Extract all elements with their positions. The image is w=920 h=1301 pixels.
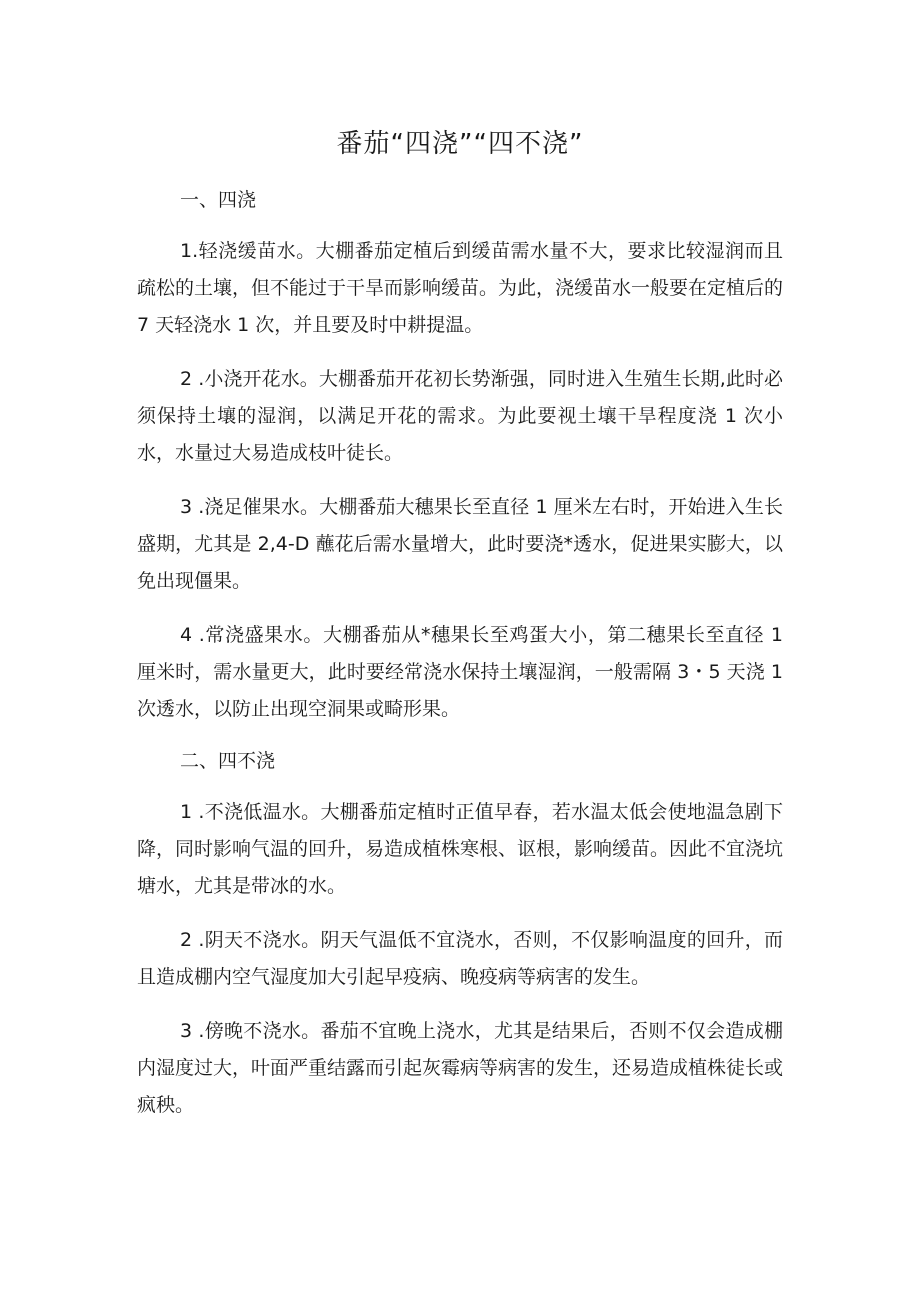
section-heading-four-no-watering: 二、四不浇: [180, 750, 276, 772]
paragraph: 1 .不浇低温水。大棚番茄定植时正值早春，若水温太低会使地温急剧下降，同时影响气温的回升，易造成植株寒根、讴根，影响缓苗。因此不宜浇坑塘水，尤其是带冰的水。: [137, 801, 784, 897]
document-title: 番茄“四浇”“四不浇”: [336, 129, 584, 159]
document-body: [137, 184, 783, 1141]
paragraph: 3 .傍晚不浇水。番茄不宜晚上浇水，尤其是结果后，否则不仅会造成棚内湿度过大，叶面严重结露而引起灰霉病等病害的发生，还易造成植株徒长或疯秧。: [137, 1020, 784, 1116]
paragraph: 2 .小浇开花水。大棚番茄开花初长势渐强，同时进入生殖生长期,此时必须保持土壤的湿润，以满足开花的需求。为此要视土壤干旱程度浇 1 次小水，水量过大易造成枝叶徒长。: [137, 368, 783, 464]
paragraph: 4 .常浇盛果水。大棚番茄从*穗果长至鸡蛋大小，第二穗果长至直径 1 厘米时，需水量更大，此时要经常浇水保持土壤湿润，一般需隔 3・5 天浇 1 次透水，以防止出现空洞果或畸形果。: [137, 624, 783, 720]
paragraph: 3 .浇足催果水。大棚番茄大穗果长至直径 1 厘米左右时，开始进入生长盛期，尤其是 2,4-D 蘸花后需水量增大，此时要浇*透水，促进果实膨大，以免出现僵果。: [137, 496, 783, 592]
section-heading-four-waterings: 一、四浇: [180, 189, 257, 211]
paragraph: 1.轻浇缓苗水。大棚番茄定植后到缓苗需水量不大，要求比较湿润而且疏松的土壤，但不能过于干旱而影响缓苗。为此，浇缓苗水一般要在定植后的 7 天轻浇水 1 次，并且要及时中耕提温。: [137, 240, 784, 336]
paragraph: 2 .阴天不浇水。阴天气温低不宜浇水，否则，不仅影响温度的回升，而且造成棚内空气湿度加大引起早疫病、晚疫病等病害的发生。: [137, 929, 783, 988]
